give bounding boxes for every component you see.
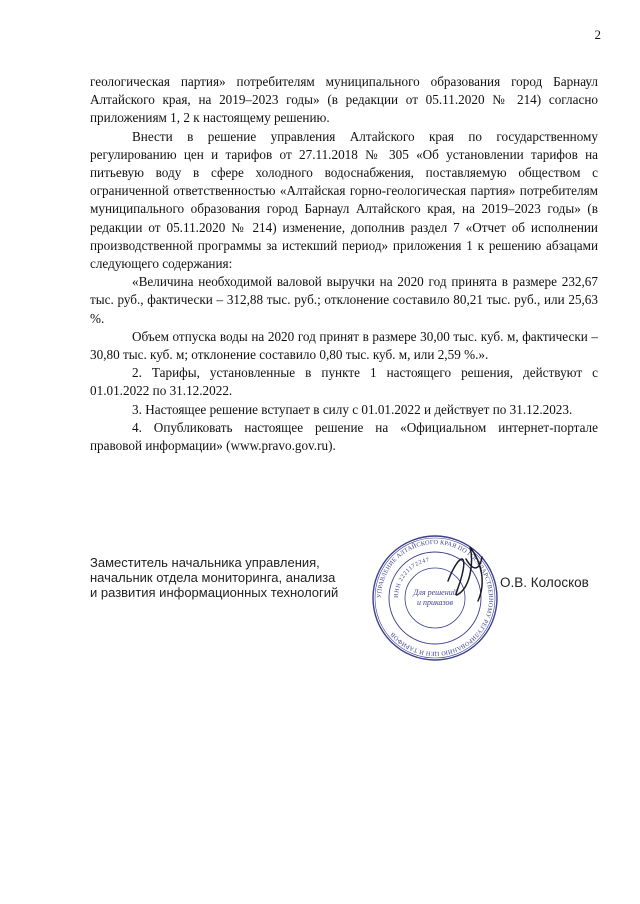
signer-name: О.В. Колосков <box>500 575 589 590</box>
page-number: 2 <box>594 27 601 42</box>
signer-position <box>90 555 338 600</box>
seal-outer-text: УПРАВЛЕНИЕ АЛТАЙСКОГО КРАЯ ПО ГОСУДАРСТВЕННОМУ РЕГУЛИРОВАНИЮ ЦЕН И ТАРИФОВ <box>375 538 495 658</box>
signature-block <box>90 538 610 675</box>
signer-position-line: начальник отдела мониторинга, анализа <box>90 570 336 585</box>
seal-inn-text: ИНН 2221172247 <box>393 557 431 599</box>
paragraph-item-3: 3. Настоящее решение вступает в силу с 01.01.2022 и действует по 31.12.2023. <box>132 401 573 417</box>
paragraph-continuation: геологическая партия» потребителям муниципального образования город Барнаул Алтайского края, на 2019–2023 годы» (в редакции от 05.11.2020 № 214) согласно приложениям 1, 2 к настоящему решению. <box>90 74 598 126</box>
paragraph-amendment: Внести в решение управления Алтайского края по государственному регулированию цен и тарифов от 27.11.2018 № 305 «Об установлении тарифов на питьевую воду в сфере холодного водоснабжения, поставляемую обществом с ограниченной ответственностью «Алтайская горно-геологическая партия» потребителям муниципального образования город Барнаул Алтайского края, на 2019–2023 годы» (в редакции от 05.11.2020 № 214) изменение, дополнив раздел 7 «Отчет об исполнении производственной программы за истекший период» приложения 1 к решению абзацами следующего содержания: <box>90 128 598 272</box>
paragraph-item-4: 4. Опубликовать настоящее решение на «Официальном интернет-портале правовой информации» (www.pravo.gov.ru). <box>90 419 598 454</box>
seal-center-line-2: и приказов <box>416 598 454 607</box>
paragraph-quote-volume: Объем отпуска воды на 2020 год принят в размере 30,00 тыс. куб. м, фактически – 30,80 тыс. куб. м; отклонение составило 0,80 тыс. куб. м, или 2,59 %.». <box>90 328 598 363</box>
document-body <box>90 73 598 455</box>
seal-center-line-1: Для решений <box>413 588 457 597</box>
paragraph-item-2: 2. Тарифы, установленные в пункте 1 настоящего решения, действуют с 01.01.2022 по 31.12.2022. <box>90 365 598 399</box>
signer-position-line: и развития информационных технологий <box>90 585 339 600</box>
signer-position-line: Заместитель начальника управления, <box>90 555 320 570</box>
official-seal <box>370 533 500 663</box>
paragraph-quote-revenue: «Величина необходимой валовой выручки на 2020 год принята в размере 232,67 тыс. руб., фактически – 312,88 тыс. руб.; отклонение составило 80,21 тыс. руб., или 25,63 %. <box>90 274 598 326</box>
